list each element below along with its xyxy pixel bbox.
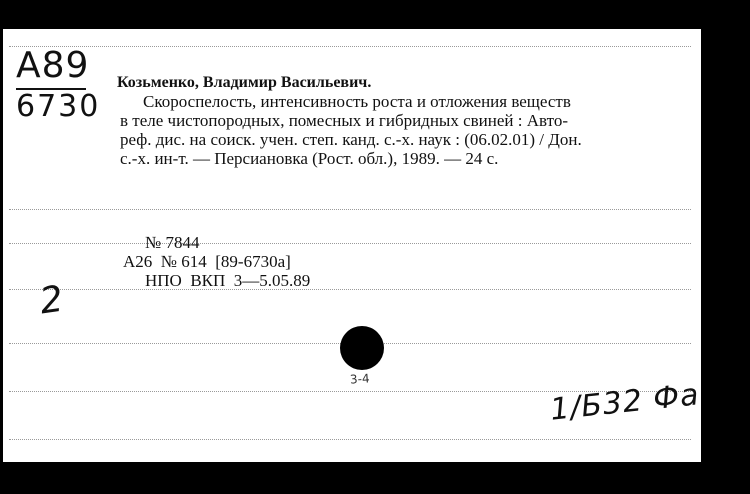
card-ruling (9, 243, 691, 244)
number-line: № 7844 (145, 233, 200, 252)
description-line: с.-х. ин-т. — Персиановка (Рост. обл.), 1989. — 24 с. (120, 149, 499, 168)
description-line: реф. дис. на соиск. учен. степ. канд. с.-х. наук : (06.02.01) / Дон. (120, 130, 582, 149)
shelf-mark-top: А89 (16, 45, 90, 86)
punch-hole (340, 326, 384, 370)
handwritten-mark: 2 (37, 278, 66, 323)
card-ruling (9, 209, 691, 210)
description-line: Скороспелость, интенсивность роста и отложения веществ (143, 92, 571, 111)
card-ruling (9, 439, 691, 440)
card-ruling (9, 289, 691, 290)
catalog-line: А26 № 614 [89-6730а] (123, 252, 291, 271)
bottom-handwriting: 1/Б32 Фа (548, 377, 702, 428)
author-heading: Козьменко, Владимир Васильевич. (117, 74, 372, 91)
hole-mark: 3-4 (349, 371, 371, 387)
description-line: в теле чистопородных, помесных и гибридных свиней : Авто- (120, 111, 568, 130)
registration-block (123, 233, 310, 290)
registry-line: НПО ВКП 3—5.05.89 (145, 271, 311, 290)
card-ruling (9, 46, 691, 47)
shelf-mark-number: 6730 (16, 89, 101, 124)
description-block (120, 92, 695, 168)
